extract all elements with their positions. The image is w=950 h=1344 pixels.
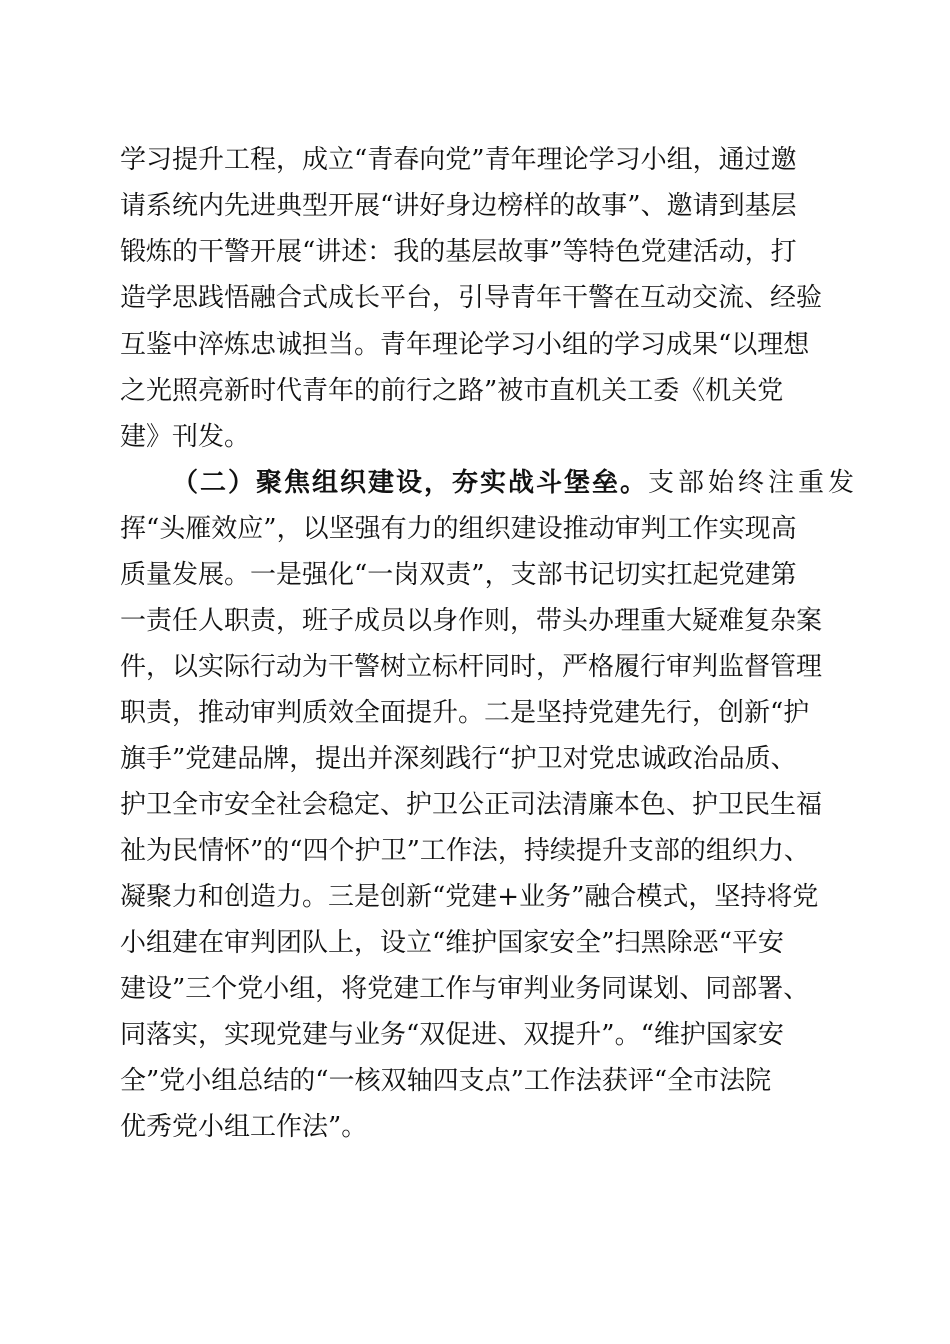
paragraph-2-line-15: 优秀党小组工作法”。: [120, 1112, 368, 1142]
paragraph-2-line-1-rest: 支部始终注重发: [648, 468, 859, 498]
paragraph-2-line-13: 同落实，实现党建与业务“双促进、双提升”。“维护国家安: [120, 1020, 784, 1050]
paragraph-1-line-5: 互鉴中淬炼忠诚担当。青年理论学习小组的学习成果“以理想: [120, 330, 810, 360]
paragraph-1-line-3: 锻炼的干警开展“讲述：我的基层故事”等特色党建活动，打: [120, 237, 797, 267]
paragraph-2-line-11: 小组建在审判团队上，设立“维护国家安全”扫黑除恶“平安: [120, 928, 784, 958]
paragraph-1-line-4: 造学思践悟融合式成长平台，引导青年干警在互动交流、经验: [120, 283, 823, 313]
paragraph-2-line-2: 挥“头雁效应”，以坚强有力的组织建设推动审判工作实现高: [120, 514, 797, 544]
paragraph-1-line-6: 之光照亮新时代青年的前行之路”被市直机关工委《机关党: [120, 376, 784, 406]
paragraph-2-line-1: [172, 463, 859, 503]
paragraph-2-line-7: 旗手”党建品牌，提出并深刻践行“护卫对党忠诚政治品质、: [120, 744, 797, 774]
paragraph-2-line-3: 质量发展。一是强化“一岗双责”，支部书记切实扛起党建第: [120, 560, 797, 590]
paragraph-1-line-1: 学习提升工程，成立“青春向党”青年理论学习小组，通过邀: [120, 145, 797, 175]
paragraph-1-line-2: 请系统内先进典型开展“讲好身边榜样的故事”、邀请到基层: [120, 191, 797, 221]
paragraph-2-line-12: 建设”三个党小组，将党建工作与审判业务同谋划、同部署、: [120, 974, 810, 1004]
paragraph-2-line-8: 护卫全市安全社会稳定、护卫公正司法清廉本色、护卫民生福: [120, 790, 823, 820]
paragraph-2-line-6: 职责，推动审判质效全面提升。二是坚持党建先行，创新“护: [120, 698, 810, 728]
section-heading: （二）聚焦组织建设，夯实战斗堡垒。: [172, 468, 649, 498]
paragraph-1-line-7: 建》刊发。: [120, 422, 251, 452]
paragraph-2-line-14: 全”党小组总结的“一核双轴四支点”工作法获评“全市法院: [120, 1066, 772, 1096]
paragraph-2-line-9: 祉为民情怀”的“四个护卫”工作法，持续提升支部的组织力、: [120, 836, 810, 866]
paragraph-2-line-10: 凝聚力和创造力。三是创新“党建+业务”融合模式，坚持将党: [120, 882, 819, 912]
paragraph-2-line-5: 件，以实际行动为干警树立标杆同时，严格履行审判监督管理: [120, 652, 823, 682]
paragraph-2-line-4: 一责任人职责，班子成员以身作则，带头办理重大疑难复杂案: [120, 606, 823, 636]
